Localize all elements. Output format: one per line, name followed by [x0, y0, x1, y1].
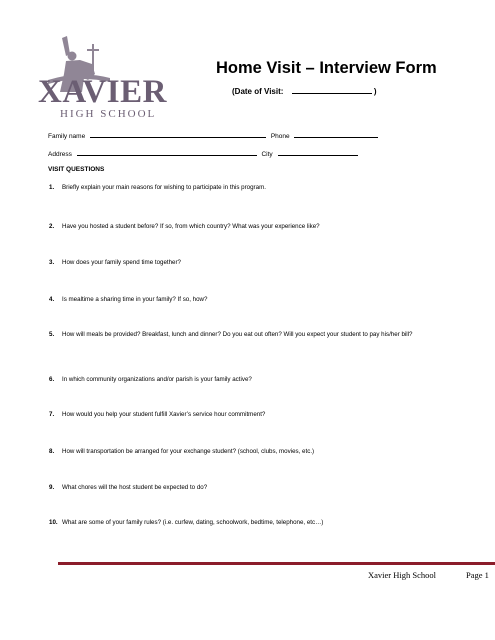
city-input[interactable] [278, 146, 358, 156]
date-input-line[interactable] [292, 84, 372, 94]
date-close: ) [373, 87, 377, 96]
page-title: Home Visit – Interview Form [216, 59, 437, 77]
footer-rule [58, 562, 495, 565]
question-2: 2. Have you hosted a student before? If so, from which country? What was your experience like? [49, 223, 320, 230]
section-title: VISIT QUESTIONS [48, 166, 105, 173]
family-name-input[interactable] [90, 128, 266, 138]
question-5: 5. How will meals be provided? Breakfast, lunch and dinner? Do you eat out often? Will you expect your student to pay his/her bill? [49, 331, 413, 338]
question-4: 4. Is mealtime a sharing time in your family? If so, how? [49, 296, 208, 303]
question-3: 3. How does your family spend time together? [49, 259, 181, 266]
address-label: Address [48, 151, 72, 158]
phone-label: Phone [270, 133, 290, 140]
question-10: 10. What are some of your family rules? (i.e. curfew, dating, schoolwork, bedtime, telephone, etc…) [49, 519, 324, 526]
address-input[interactable] [77, 146, 257, 156]
family-name-row [48, 128, 378, 140]
footer-school: Xavier High School [368, 570, 436, 580]
logo-subtitle: HIGH SCHOOL [60, 108, 157, 120]
family-name-label: Family name [48, 133, 86, 140]
city-label: City [261, 151, 273, 158]
date-of-visit-field[interactable] [232, 84, 377, 96]
question-7: 7. How would you help your student fulfill Xavier’s service hour commitment? [49, 411, 266, 418]
question-1: 1. Briefly explain your main reasons for wishing to participate in this program. [49, 184, 266, 191]
question-9: 9. What chores will the host student be expected to do? [49, 484, 208, 491]
date-label: (Date of Visit: [232, 87, 284, 96]
question-6: 6. In which community organizations and/or parish is your family active? [49, 376, 252, 383]
phone-input[interactable] [294, 128, 378, 138]
logo-wordmark: XAVIER [38, 74, 167, 110]
question-8: 8. How will transportation be arranged for your exchange student? (school, clubs, movies, etc.) [49, 448, 315, 455]
address-row [48, 146, 358, 158]
footer-page-number: Page 1 [466, 570, 489, 580]
